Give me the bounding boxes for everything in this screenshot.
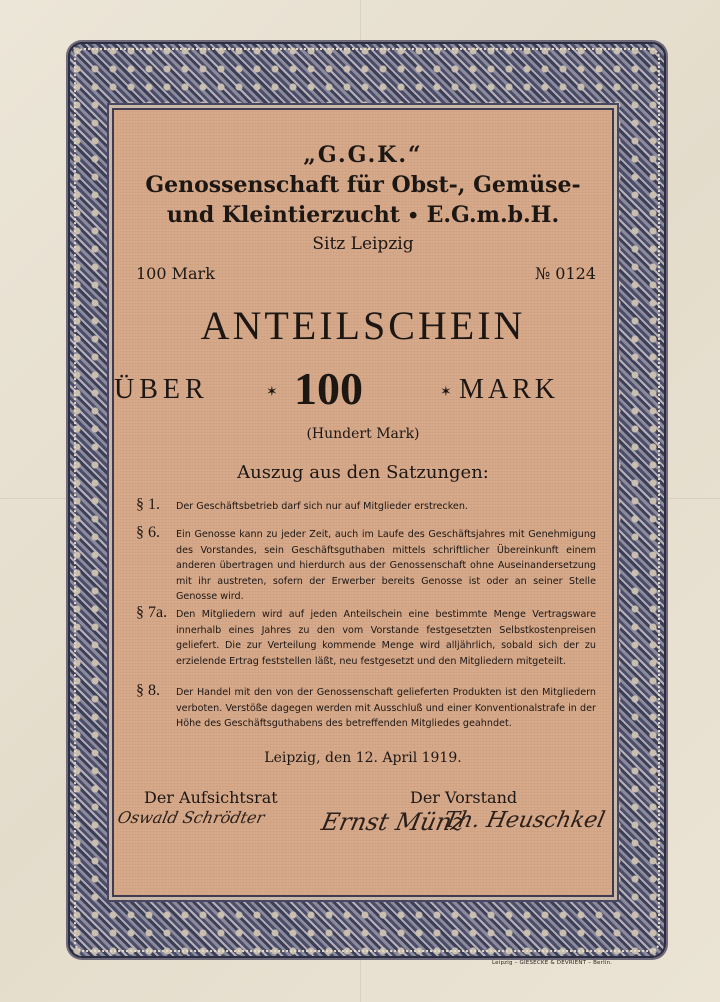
- printer-imprint: Leipzig – GIESECKE & DEVRIENT – Berlin.: [492, 960, 613, 966]
- org-name-line-1: Genossenschaft für Obst-, Gemüse-: [145, 172, 581, 198]
- amount-in-words: (Hundert Mark): [306, 426, 420, 442]
- uber-word: ÜBER: [114, 374, 209, 405]
- place-and-date: Leipzig, den 12. April 1919.: [264, 750, 462, 766]
- paragraph-number: § 8.: [136, 682, 160, 699]
- extract-heading: Auszug aus den Satzungen:: [237, 462, 489, 483]
- certificate-panel: [112, 108, 614, 897]
- paragraph-text: Der Geschäftsbetrieb darf sich nur auf Mitglieder erstrecken.: [176, 501, 468, 512]
- denomination-label: 100 Mark: [136, 264, 215, 283]
- org-seat: Sitz Leipzig: [312, 234, 414, 254]
- signature-board-2: Th. Heuschkel: [441, 808, 608, 833]
- amount-row: [114, 362, 612, 422]
- certificate-title: ANTEILSCHEIN: [200, 303, 526, 348]
- amount-number: 100: [294, 363, 363, 414]
- signature-supervisory: Oswald Schrödter: [115, 808, 267, 827]
- paragraph-text: Ein Genosse kann zu jeder Zeit, auch im Laufe des Geschäftsjahres mit Genehmigung des Vorstandes, sein Geschäftsguthaben mittels schriftlicher Übereinkunft einem anderen übertragen und hierdurch aus der Genossenschaft ohne Auseinandersetzung mit ihr austreten, sofern der Erwerber bereits Genosse ist oder an seiner Stelle Genosse wird.: [176, 529, 596, 602]
- paragraph-number: § 7a.: [136, 604, 168, 621]
- paragraph-number: § 1.: [136, 496, 160, 513]
- org-short-name: „G.G.K.“: [303, 142, 423, 168]
- org-name-line-2: und Kleintierzucht ∙ E.G.m.b.H.: [166, 202, 560, 228]
- serial-number: № 0124: [535, 264, 596, 283]
- paragraph-number: § 6.: [136, 524, 160, 541]
- star-ornament-left: ✶: [266, 384, 278, 400]
- supervisory-board-label: Der Aufsichtsrat: [144, 788, 278, 807]
- star-ornament-right: ✶: [440, 384, 452, 400]
- paragraph-text: Den Mitgliedern wird auf jeden Anteilschein eine bestimmte Menge Vertragsware innerhalb eines Jahres zu den vom Vorstande festgesetzten Selbstkostenpreisen geliefert. Die zur Verteilung kommende Menge wird alljährlich, sobald sich der zu erzielende Ertrag feststellen läßt, neu festgesetzt und den Mitgliedern mitgeteilt.: [176, 609, 596, 667]
- board-label: Der Vorstand: [410, 788, 518, 807]
- paragraph-text: Der Handel mit den von der Genossenschaft gelieferten Produkten ist den Mitgliedern verboten. Verstöße dagegen werden mit Ausschluß und einer Konventionalstrafe in der Höhe des Geschäftsguthabens des betreffenden Mitgliedes geahndet.: [176, 687, 596, 729]
- signature-board-1: Ernst Münz: [319, 808, 468, 836]
- currency-word: MARK: [459, 374, 560, 405]
